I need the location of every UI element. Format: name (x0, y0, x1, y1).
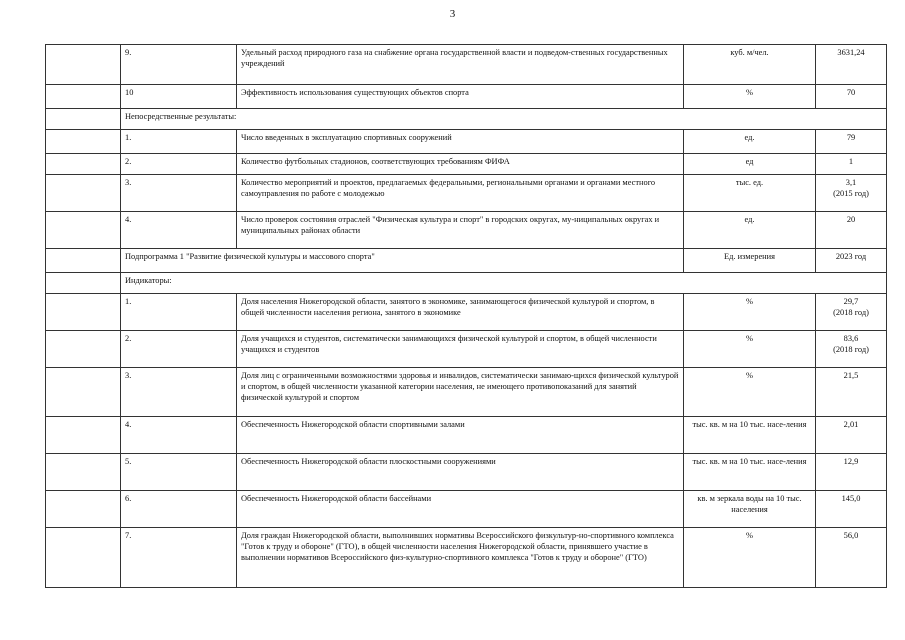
unit-cell: % (684, 294, 816, 331)
unit-cell: куб. м/чел. (684, 45, 816, 85)
section-title: Индикаторы: (121, 273, 887, 294)
unit-cell: % (684, 528, 816, 588)
value-cell: 20 (816, 212, 887, 249)
indicator-text: Удельный расход природного газа на снабжение органа государственной власти и подведом-ственных государственных учреждений (237, 45, 684, 85)
indicator-text: Обеспеченность Нижегородской области плоскостными сооружениями (237, 454, 684, 491)
unit-cell: ед. (684, 130, 816, 154)
indicator-text: Обеспеченность Нижегородской области спортивными залами (237, 417, 684, 454)
row-number: 5. (121, 454, 237, 491)
unit-cell: тыс. кв. м на 10 тыс. насе-ления (684, 417, 816, 454)
indicator-text: Доля граждан Нижегородской области, выполнивших нормативы Всероссийского физкультур-но-спортивного комплекса "Готов к труду и обороне" (ГТО), в общей численности населения Нижегородской области, принявшего участие в выполнении нормативов Всероссийского физ-культурно-спортивного комплекса "Готов к труду и обороне" (ГТО) (237, 528, 684, 588)
table-row (46, 454, 887, 491)
table-row (46, 212, 887, 249)
section-row (46, 109, 887, 130)
blank-cell (46, 454, 121, 491)
unit-cell: кв. м зеркала воды на 10 тыс. населения (684, 491, 816, 528)
row-number: 1. (121, 130, 237, 154)
blank-cell (46, 249, 121, 273)
value-cell: 2023 год (816, 249, 887, 273)
row-number: 3. (121, 368, 237, 417)
table-row (46, 331, 887, 368)
row-number: 3. (121, 175, 237, 212)
table-row (46, 154, 887, 175)
value-cell: 79 (816, 130, 887, 154)
blank-cell (46, 528, 121, 588)
unit-cell: тыс. ед. (684, 175, 816, 212)
blank-cell (46, 491, 121, 528)
row-number: 2. (121, 154, 237, 175)
value-cell: 1 (816, 154, 887, 175)
table-row (46, 528, 887, 588)
indicators-table (45, 44, 887, 588)
blank-cell (46, 85, 121, 109)
blank-cell (46, 130, 121, 154)
table-row (46, 491, 887, 528)
row-number: 4. (121, 212, 237, 249)
blank-cell (46, 109, 121, 130)
blank-cell (46, 294, 121, 331)
blank-cell (46, 212, 121, 249)
indicator-text: Число проверок состояния отраслей "Физическая культура и спорт" в городских округах, му-ниципальных округах и муниципальных районах области (237, 212, 684, 249)
unit-cell: % (684, 368, 816, 417)
unit-cell: % (684, 331, 816, 368)
value-cell: 56,0 (816, 528, 887, 588)
table-row (46, 85, 887, 109)
subprogram-row (46, 249, 887, 273)
row-number: 10 (121, 85, 237, 109)
unit-cell: Ед. измерения (684, 249, 816, 273)
table-row (46, 368, 887, 417)
blank-cell (46, 45, 121, 85)
value-cell: 70 (816, 85, 887, 109)
indicator-text: Эффективность использования существующих объектов спорта (237, 85, 684, 109)
value-cell: 29,7 (2018 год) (816, 294, 887, 331)
blank-cell (46, 273, 121, 294)
page-number: 3 (449, 8, 456, 20)
value-cell: 3631,24 (816, 45, 887, 85)
unit-cell: ед. (684, 212, 816, 249)
subprogram-title: Подпрограмма 1 "Развитие физической культуры и массового спорта" (121, 249, 684, 273)
value-cell: 21,5 (816, 368, 887, 417)
blank-cell (46, 154, 121, 175)
row-number: 1. (121, 294, 237, 331)
table-row (46, 294, 887, 331)
unit-cell: % (684, 85, 816, 109)
row-number: 2. (121, 331, 237, 368)
value-cell: 3,1 (2015 год) (816, 175, 887, 212)
table-row (46, 45, 887, 85)
indicator-text: Количество мероприятий и проектов, предлагаемых федеральными, региональными органами и органами местного самоуправления по работе с молодежью (237, 175, 684, 212)
row-number: 9. (121, 45, 237, 85)
value-cell: 2,01 (816, 417, 887, 454)
indicator-text: Количество футбольных стадионов, соответствующих требованиям ФИФА (237, 154, 684, 175)
blank-cell (46, 175, 121, 212)
blank-cell (46, 417, 121, 454)
table-row (46, 417, 887, 454)
table-row (46, 130, 887, 154)
row-number: 7. (121, 528, 237, 588)
indicator-text: Число введенных в эксплуатацию спортивных сооружений (237, 130, 684, 154)
indicator-text: Обеспеченность Нижегородской области бассейнами (237, 491, 684, 528)
unit-cell: ед (684, 154, 816, 175)
row-number: 6. (121, 491, 237, 528)
blank-cell (46, 368, 121, 417)
value-cell: 145,0 (816, 491, 887, 528)
indicator-text: Доля лиц с ограниченными возможностями здоровья и инвалидов, систематически занимаю-щихся физической культурой и спортом, в общей численности указанной категории населения, не имеющего противопоказаний для занятий физической культурой и спортом (237, 368, 684, 417)
indicator-text: Доля учащихся и студентов, систематически занимающихся физической культурой и спортом, в общей численности учащихся и студентов (237, 331, 684, 368)
value-cell: 83,6 (2018 год) (816, 331, 887, 368)
section-title: Непосредственные результаты: (121, 109, 887, 130)
unit-cell: тыс. кв. м на 10 тыс. насе-ления (684, 454, 816, 491)
table-row (46, 175, 887, 212)
value-cell: 12,9 (816, 454, 887, 491)
section-row (46, 273, 887, 294)
row-number: 4. (121, 417, 237, 454)
blank-cell (46, 331, 121, 368)
indicator-text: Доля населения Нижегородской области, занятого в экономике, занимающегося физической культурой и спортом, в общей численности населения региона, занятого в экономике (237, 294, 684, 331)
